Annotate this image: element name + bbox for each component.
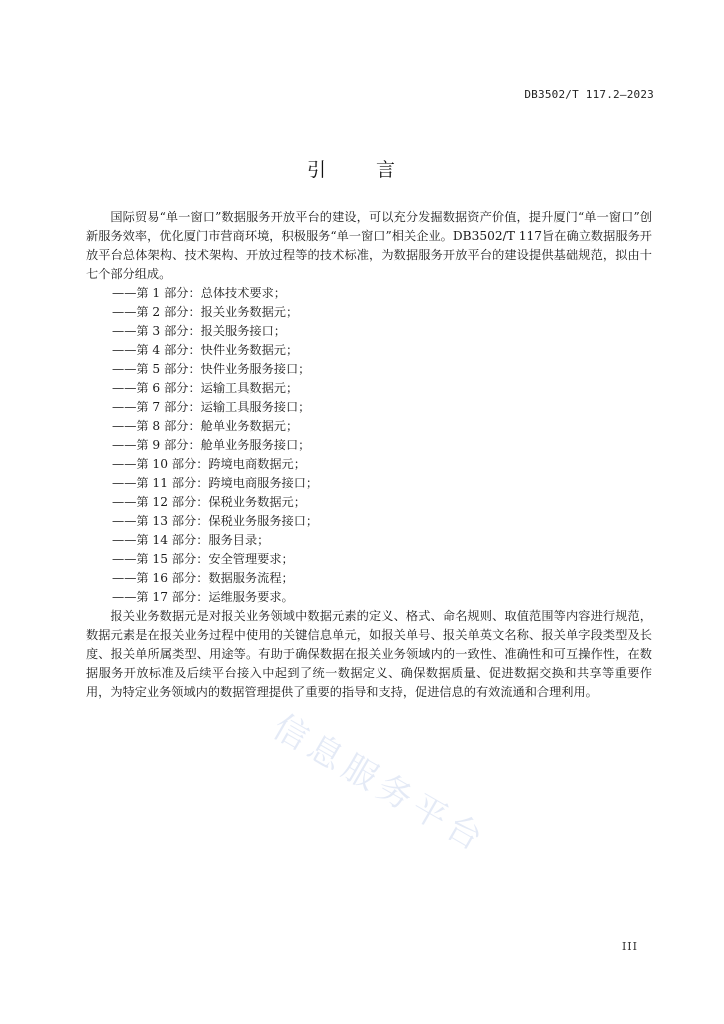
watermark: 信息服务平台 bbox=[266, 706, 494, 862]
list-item: ——第 6 部分：运输工具数据元； bbox=[112, 381, 299, 395]
list-item: ——第 12 部分：保税业务数据元； bbox=[112, 495, 306, 509]
list-item: ——第 15 部分：安全管理要求； bbox=[112, 552, 294, 566]
list-item: ——第 1 部分：总体技术要求； bbox=[112, 286, 286, 300]
page-title: 引 言 bbox=[306, 159, 418, 181]
list-item: ——第 10 部分：跨境电商数据元； bbox=[112, 457, 306, 471]
list-item: ——第 9 部分：舱单业务服务接口； bbox=[112, 438, 311, 452]
standard-number: DB3502/T 117.2—2023 bbox=[524, 88, 654, 101]
page-number: III bbox=[621, 940, 638, 953]
list-item: ——第 13 部分：保税业务服务接口； bbox=[112, 514, 319, 528]
list-item: ——第 2 部分：报关业务数据元； bbox=[112, 305, 299, 319]
parts-list bbox=[86, 284, 652, 607]
list-item: ——第 17 部分：运维服务要求。 bbox=[112, 590, 294, 604]
closing-paragraph: 报关业务数据元是对报关业务领域中数据元素的定义、格式、命名规则、取值范围等内容进行规范，数据元素是在报关业务过程中使用的关键信息单元，如报关单号、报关单英文名称、报关单字段类型及长度、报关单所属类型、用途等。有助于确保数据在报关业务领域内的一致性、准确性和可互操作性，在数据服务开放标准及后续平台接入中起到了统一数据定义、确保数据质量、促进数据交换和共享等重要作用，为特定业务领域内的数据管理提供了重要的指导和支持，促进信息的有效流通和合理利用。 bbox=[86, 609, 652, 699]
document-body bbox=[86, 208, 652, 702]
list-item: ——第 16 部分：数据服务流程； bbox=[112, 571, 294, 585]
list-item: ——第 14 部分：服务目录； bbox=[112, 533, 270, 547]
intro-paragraph: 国际贸易“单一窗口”数据服务开放平台的建设，可以充分发掘数据资产价值，提升厦门“单一窗口”创新服务效率，优化厦门市营商环境，积极服务“单一窗口”相关企业。DB3502/T 117旨在确立数据服务开放平台总体架构、技术架构、开放过程等的技术标准，为数据服务开放平台的建设提供基础规范，拟由十七个部分组成。 bbox=[86, 210, 652, 281]
list-item: ——第 8 部分：舱单业务数据元； bbox=[112, 419, 299, 433]
list-item: ——第 7 部分：运输工具服务接口； bbox=[112, 400, 311, 414]
list-item: ——第 11 部分：跨境电商服务接口； bbox=[112, 476, 319, 490]
list-item: ——第 4 部分：快件业务数据元； bbox=[112, 343, 299, 357]
list-item: ——第 3 部分：报关服务接口； bbox=[112, 324, 286, 338]
list-item: ——第 5 部分：快件业务服务接口； bbox=[112, 362, 311, 376]
